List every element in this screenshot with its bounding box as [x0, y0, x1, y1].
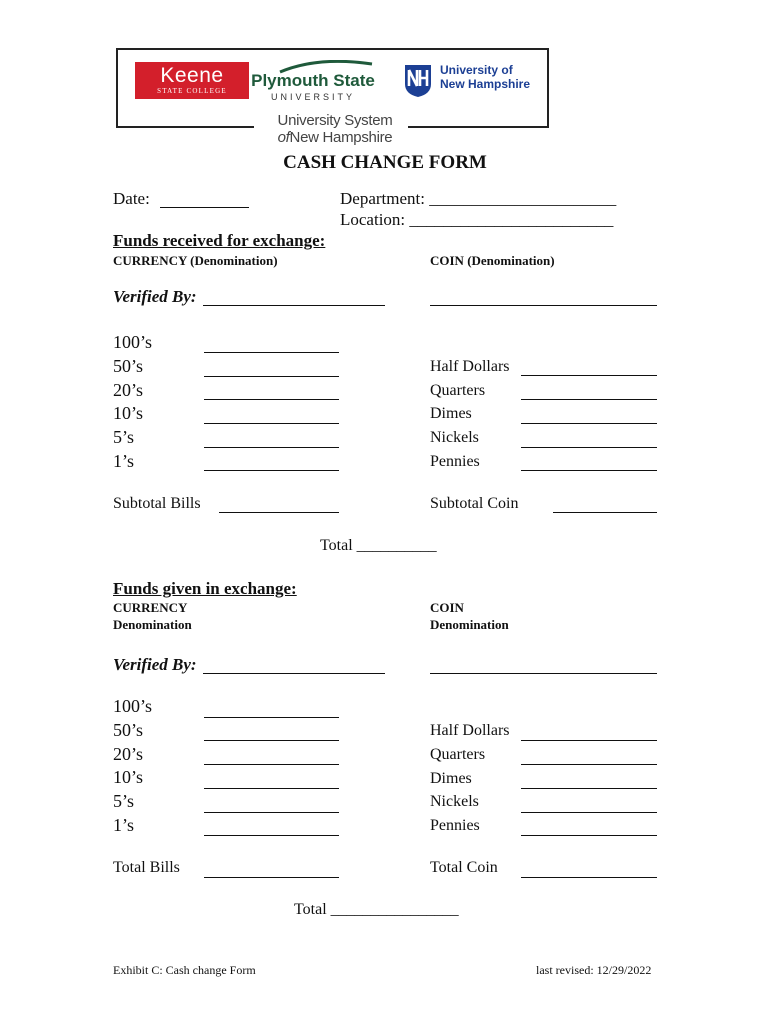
total-bills-field[interactable] [204, 877, 339, 878]
received-bill-label: 5’s [113, 427, 135, 447]
subtotal-bills-label: Subtotal Bills [113, 495, 201, 512]
location-label[interactable]: Location: ________________________ [340, 210, 614, 229]
received-coin-label: Nickels [430, 429, 479, 446]
given-coin-label: Nickels [430, 793, 479, 810]
given-verified-coin-field[interactable] [430, 673, 657, 674]
received-bill-field[interactable] [204, 447, 339, 448]
given-coin-sub: Denomination [430, 617, 509, 632]
form-title: CASH CHANGE FORM [283, 152, 487, 173]
received-bill-label: 50’s [113, 356, 144, 376]
given-bill-field[interactable] [204, 835, 339, 836]
subtotal-coin-label: Subtotal Coin [430, 495, 519, 512]
given-currency-heading: CURRENCY [113, 600, 188, 615]
given-bill-field[interactable] [204, 788, 339, 789]
given-verified-currency-field[interactable] [203, 673, 385, 674]
unh-logo-text: University of New Hampshire [440, 63, 531, 91]
received-bill-label: 20’s [113, 380, 144, 400]
given-bill-label: 1’s [113, 815, 135, 835]
given-total[interactable]: Total ________________ [294, 901, 459, 918]
received-bill-field[interactable] [204, 470, 339, 471]
given-verified-label: Verified By: [113, 655, 197, 674]
usnh-logo: University System ofNew Hampshire [277, 112, 393, 146]
department-label[interactable]: Department: ______________________ [340, 189, 617, 208]
given-currency-sub: Denomination [113, 617, 192, 632]
given-coin-field[interactable] [521, 812, 657, 813]
given-coin-field[interactable] [521, 835, 657, 836]
received-coin-heading: COIN (Denomination) [430, 253, 555, 268]
received-coin-label: Dimes [430, 405, 472, 422]
given-coin-label: Quarters [430, 746, 486, 763]
received-coin-label: Quarters [430, 382, 486, 399]
received-currency-heading: CURRENCY (Denomination) [113, 253, 278, 268]
received-coin-label: Pennies [430, 453, 480, 470]
received-verified-label: Verified By: [113, 287, 197, 306]
received-total[interactable]: Total __________ [320, 537, 437, 554]
total-coin-field[interactable] [521, 877, 657, 878]
received-coin-field[interactable] [521, 470, 657, 471]
given-coin-label: Pennies [430, 817, 480, 834]
given-coin-label: Half Dollars [430, 722, 510, 739]
received-coin-field[interactable] [521, 399, 657, 400]
received-bill-field[interactable] [204, 376, 339, 377]
given-coin-label: Dimes [430, 770, 472, 787]
swoosh-icon [278, 60, 374, 74]
given-coin-field[interactable] [521, 764, 657, 765]
received-bill-label: 1’s [113, 451, 135, 471]
date-field[interactable] [160, 207, 249, 208]
footer-revised: last revised: 12/29/2022 [536, 963, 652, 977]
unh-shield-icon [404, 64, 432, 98]
given-bill-field[interactable] [204, 812, 339, 813]
subtotal-coin-field[interactable] [553, 512, 657, 513]
total-coin-label: Total Coin [430, 859, 498, 876]
given-coin-heading: COIN [430, 600, 464, 615]
given-bill-label: 50’s [113, 720, 144, 740]
received-bill-field[interactable] [204, 399, 339, 400]
total-bills-label: Total Bills [113, 859, 180, 876]
received-coin-field[interactable] [521, 375, 657, 376]
date-label: Date: [113, 189, 150, 208]
given-bill-label: 5’s [113, 791, 135, 811]
received-verified-coin-field[interactable] [430, 305, 657, 306]
given-bill-label: 20’s [113, 744, 144, 764]
received-bill-field[interactable] [204, 352, 339, 353]
footer-exhibit: Exhibit C: Cash change Form [113, 963, 256, 977]
plymouth-logo: Plymouth State UNIVERSITY [248, 58, 378, 102]
received-heading: Funds received for exchange: [113, 231, 326, 250]
given-bill-field[interactable] [204, 764, 339, 765]
received-coin-field[interactable] [521, 447, 657, 448]
received-bill-label: 10’s [113, 403, 144, 423]
received-bill-label: 100’s [113, 332, 153, 352]
received-bill-field[interactable] [204, 423, 339, 424]
received-verified-currency-field[interactable] [203, 305, 385, 306]
given-bill-label: 100’s [113, 696, 153, 716]
given-coin-field[interactable] [521, 740, 657, 741]
given-heading: Funds given in exchange: [113, 579, 297, 598]
keene-logo: Keene STATE COLLEGE [135, 62, 249, 99]
given-bill-label: 10’s [113, 767, 144, 787]
given-bill-field[interactable] [204, 717, 339, 718]
received-coin-label: Half Dollars [430, 358, 510, 375]
subtotal-bills-field[interactable] [219, 512, 339, 513]
given-coin-field[interactable] [521, 788, 657, 789]
given-bill-field[interactable] [204, 740, 339, 741]
received-coin-field[interactable] [521, 423, 657, 424]
